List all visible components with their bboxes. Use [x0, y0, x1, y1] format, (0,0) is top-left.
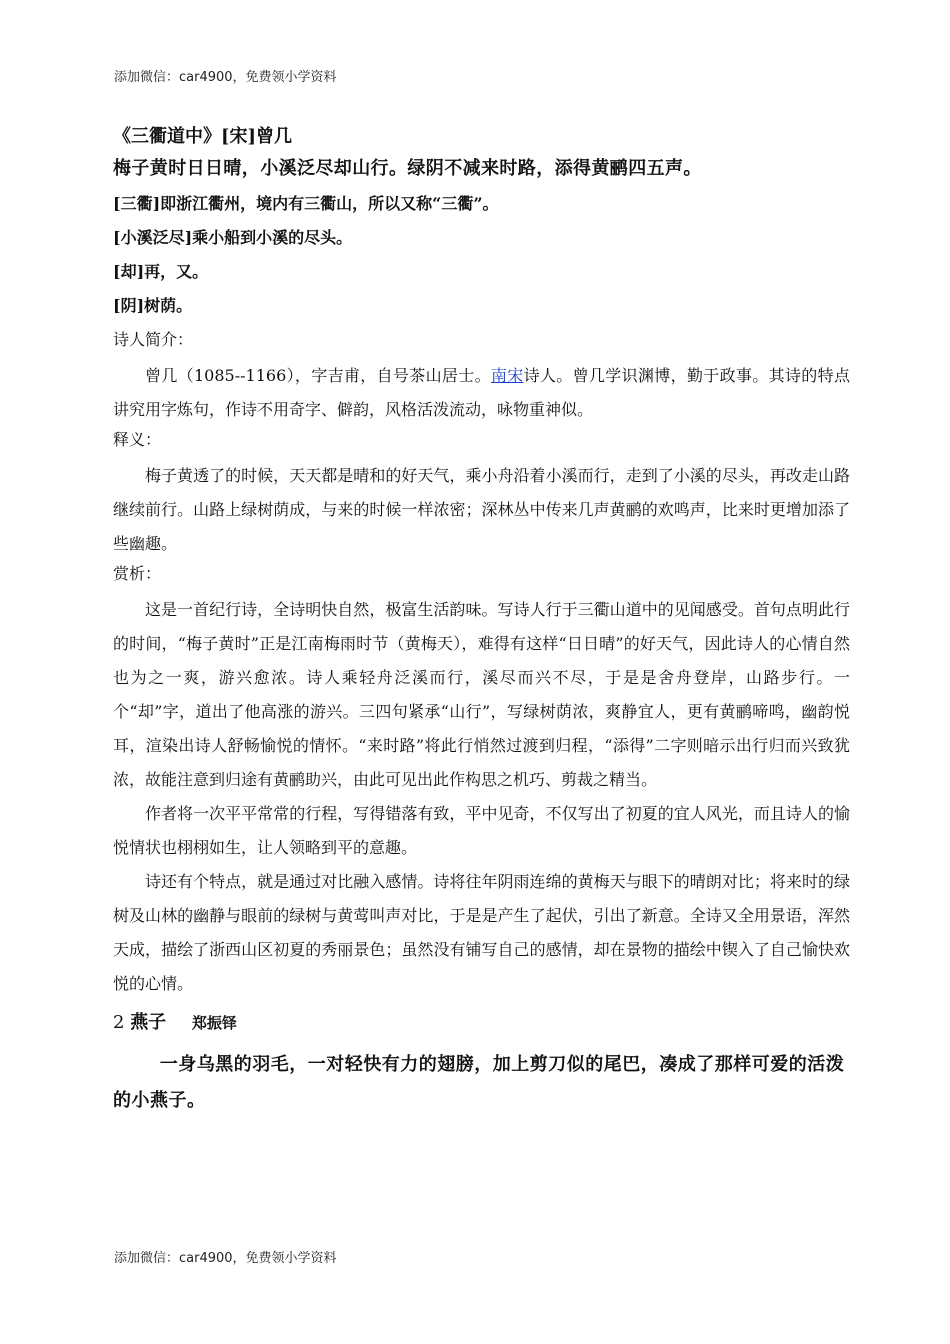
poem-title: 《三衢道中》[宋]曾几	[113, 126, 293, 147]
swallow-paragraph: 一身乌黑的羽毛，一对轻快有力的翅膀，加上剪刀似的尾巴，凑成了那样可爱的活泼的小燕子。	[113, 1054, 845, 1111]
section-author: 郑振铎	[191, 1014, 237, 1032]
intro-text-end: 诗人。曾几学识渊博，勤于政事。其诗的特点讲究用字炼句，作诗不用奇字、僻韵，风格活泼流动，咏物重神似。	[113, 366, 850, 419]
appreciation-paragraph: 这是一首纪行诗，全诗明快自然，极富生活韵味。写诗人行于三衢山道中的见闻感受。首句点明此行的时间，“梅子黄时”正是江南梅雨时节（黄梅天），难得有这样“日日晴”的好天气，因此诗人的心情自然也为之一爽，游兴愈浓。诗人乘轻舟泛溪而行，溪尽而兴不尽，于是是舍舟登岸，山路步行。一个“却”字，道出了他高涨的游兴。三四句紧承“山行”，写绿树荫浓，爽静宜人，更有黄鹂啼鸣，幽韵悦耳，渲染出诗人舒畅愉悦的情怀。“来时路”将此行悄然过渡到归程，“添得”二字则暗示出行归而兴致犹浓，故能注意到归途有黄鹂助兴，由此可见出此作构思之机巧、剪裁之精当。	[113, 600, 850, 789]
intro-paragraph	[113, 359, 850, 427]
meaning-heading: 释义：	[113, 430, 162, 449]
note-item: [却]再，又。	[113, 262, 209, 281]
appreciation-paragraph: 诗还有个特点，就是通过对比融入感情。诗将往年阴雨连绵的黄梅天与眼下的晴朗对比；将来时的绿树及山林的幽静与眼前的绿树与黄莺叫声对比，于是是产生了起伏，引出了新意。全诗又全用景语，浑然天成，描绘了浙西山区初夏的秀丽景色；虽然没有铺写自己的感情，却在景物的描绘中锲入了自己愉快欢悦的心情。	[113, 872, 850, 993]
appreciation-paragraph: 作者将一次平平常常的行程，写得错落有致，平中见奇，不仅写出了初夏的宜人风光，而且诗人的愉悦情状也栩栩如生，让人领略到平的意趣。	[113, 804, 850, 857]
poem-text: 梅子黄时日日晴，小溪泛尽却山行。绿阴不减来时路，添得黄鹂四五声。	[113, 158, 702, 179]
intro-heading: 诗人简介：	[113, 330, 194, 349]
southern-song-link[interactable]: 南宋	[490, 366, 524, 385]
note-item: [阴]树荫。	[113, 296, 193, 315]
section-2-heading	[113, 1009, 850, 1037]
page-footer: 添加微信：car4900，免费领小学资料	[114, 1251, 337, 1266]
appreciation-heading: 赏析：	[113, 564, 162, 583]
document-body	[113, 123, 850, 1119]
section-number: 2	[113, 1012, 125, 1033]
note-item: [三衢]即浙江衢州，境内有三衢山，所以又称“三衢”。	[113, 194, 499, 213]
section-title: 燕子	[130, 1012, 167, 1033]
intro-text-start: 曾几（1085--1166），字吉甫，自号茶山居士。	[145, 366, 491, 385]
page-header: 添加微信：car4900，免费领小学资料	[114, 70, 337, 85]
meaning-paragraph: 梅子黄透了的时候，天天都是晴和的好天气，乘小舟沿着小溪而行，走到了小溪的尽头，再改走山路继续前行。山路上绿树荫成，与来的时候一样浓密；深林丛中传来几声黄鹂的欢鸣声，比来时更增加添了些幽趣。	[113, 466, 850, 553]
note-item: [小溪泛尽]乘小船到小溪的尽头。	[113, 228, 353, 247]
